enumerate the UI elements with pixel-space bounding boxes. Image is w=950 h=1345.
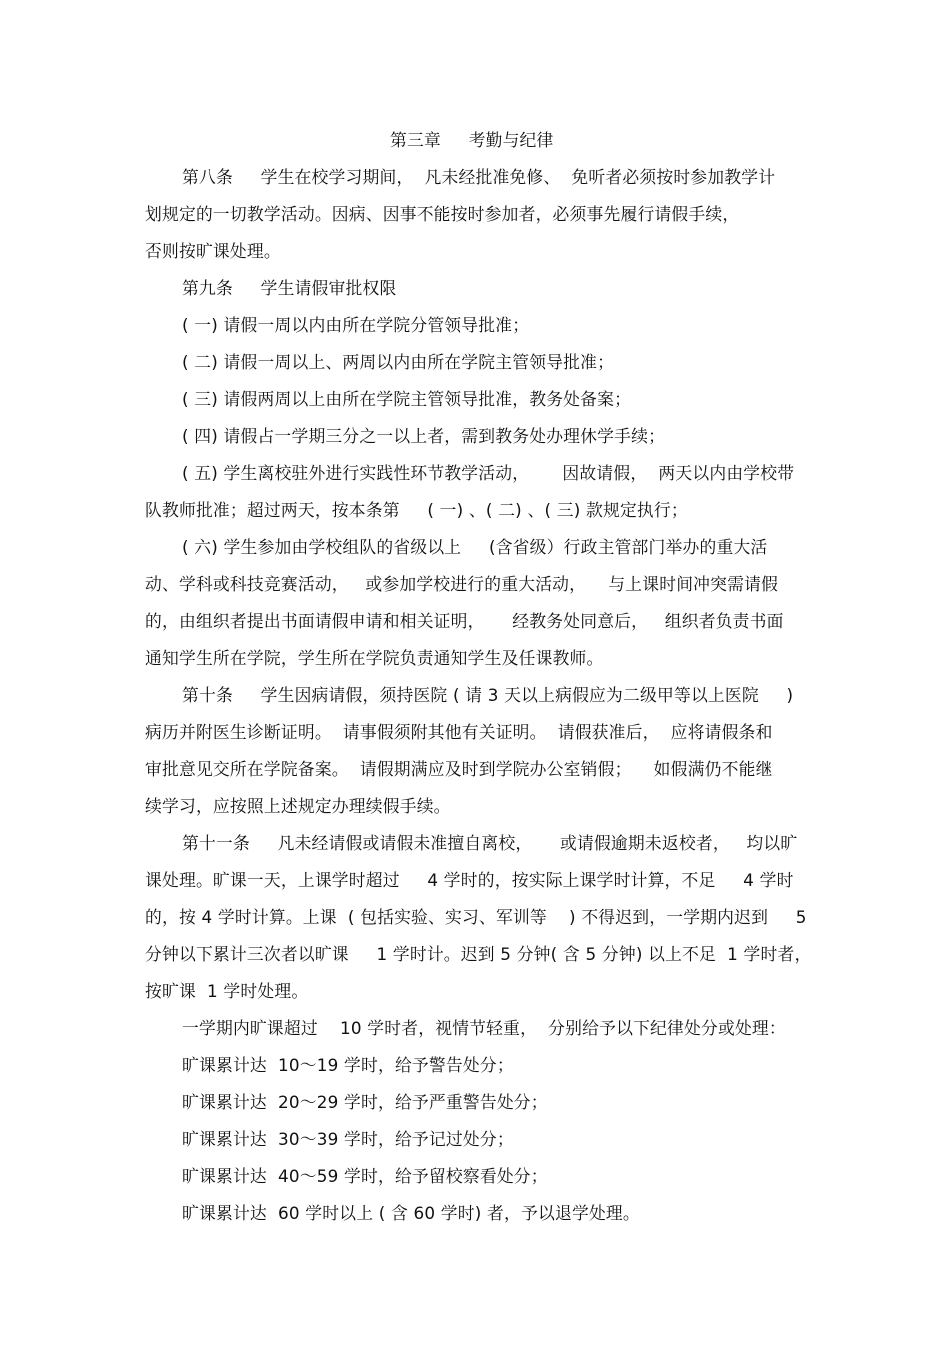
- text-line: 第九条 学生请假审批权限: [182, 278, 397, 298]
- text-line: 旷课累计达 20～29 学时，给予严重警告处分；: [182, 1092, 548, 1112]
- text-line: 否则按旷课处理。: [145, 241, 281, 261]
- text-line: 的，由组织者提出书面请假申请和相关证明， 经教务处同意后， 组织者负责书面: [145, 611, 784, 631]
- text-line: ( 六) 学生参加由学校组队的省级以上 (含省级）行政主管部门举办的重大活: [182, 537, 768, 557]
- chapter-title: 第三章 考勤与纪律: [390, 130, 554, 150]
- text-line: 划规定的一切教学活动。因病、因事不能按时参加者，必须事先履行请假手续，: [145, 204, 740, 224]
- text-line: 旷课累计达 10～19 学时，给予警告处分；: [182, 1055, 514, 1075]
- text-line: 队教师批准；超过两天，按本条第 ( 一) 、( 二) 、( 三) 款规定执行；: [145, 500, 688, 520]
- text-line: ( 二) 请假一周以上、两周以内由所在学院主管领导批准；: [182, 352, 615, 372]
- text-line: 的，按 4 学时计算。上课 ( 包括实验、实习、军训等 ) 不得迟到，一学期内迟到 5: [145, 907, 807, 927]
- text-line: ( 四) 请假占一学期三分之一以上者，需到教务处办理休学手续；: [182, 426, 666, 446]
- text-line: 按旷课 1 学时处理。: [145, 981, 309, 1001]
- text-line: 审批意见交所在学院备案。 请假期满应及时到学院办公室销假； 如假满仍不能继: [145, 759, 773, 779]
- text-line: ( 三) 请假两周以上由所在学院主管领导批准，教务处备案；: [182, 389, 632, 409]
- text-line: 旷课累计达 30～39 学时，给予记过处分；: [182, 1129, 514, 1149]
- text-line: 动、学科或科技竞赛活动， 或参加学校进行的重大活动， 与上课时间冲突需请假: [145, 574, 779, 594]
- text-line: 续学习，应按照上述规定办理续假手续。: [145, 796, 451, 816]
- text-line: 课处理。旷课一天，上课学时超过 4 学时的，按实际上课学时计算，不足 4 学时: [145, 870, 794, 890]
- text-line: 旷课累计达 60 学时以上 ( 含 60 学时) 者，予以退学处理。: [182, 1203, 640, 1223]
- text-line: 第十条 学生因病请假，须持医院 ( 请 3 天以上病假应为二级甲等以上医院 ): [182, 685, 794, 705]
- text-line: 旷课累计达 40～59 学时，给予留校察看处分；: [182, 1166, 548, 1186]
- text-line: 通知学生所在学院，学生所在学院负责通知学生及任课教师。: [145, 648, 604, 668]
- text-line: ( 五) 学生离校驻外进行实践性环节教学活动， 因故请假， 两天以内由学校带: [182, 463, 795, 483]
- text-line: ( 一) 请假一周以内由所在学院分管领导批准；: [182, 315, 530, 335]
- text-line: 第十一条 凡未经请假或请假未准擅自离校， 或请假逾期未返校者， 均以旷: [182, 833, 798, 853]
- text-line: 病历并附医生诊断证明。 请事假须附其他有关证明。 请假获准后， 应将请假条和: [145, 722, 773, 742]
- text-line: 第八条 学生在校学习期间， 凡未经批准免修、 免听者必须按时参加教学计: [182, 167, 776, 187]
- text-line: 分钟以下累计三次者以旷课 1 学时计。迟到 5 分钟( 含 5 分钟) 以上不足 1 学时者，: [145, 944, 812, 964]
- text-line: 一学期内旷课超过 10 学时者，视情节轻重， 分别给予以下纪律处分或处理：: [182, 1018, 786, 1038]
